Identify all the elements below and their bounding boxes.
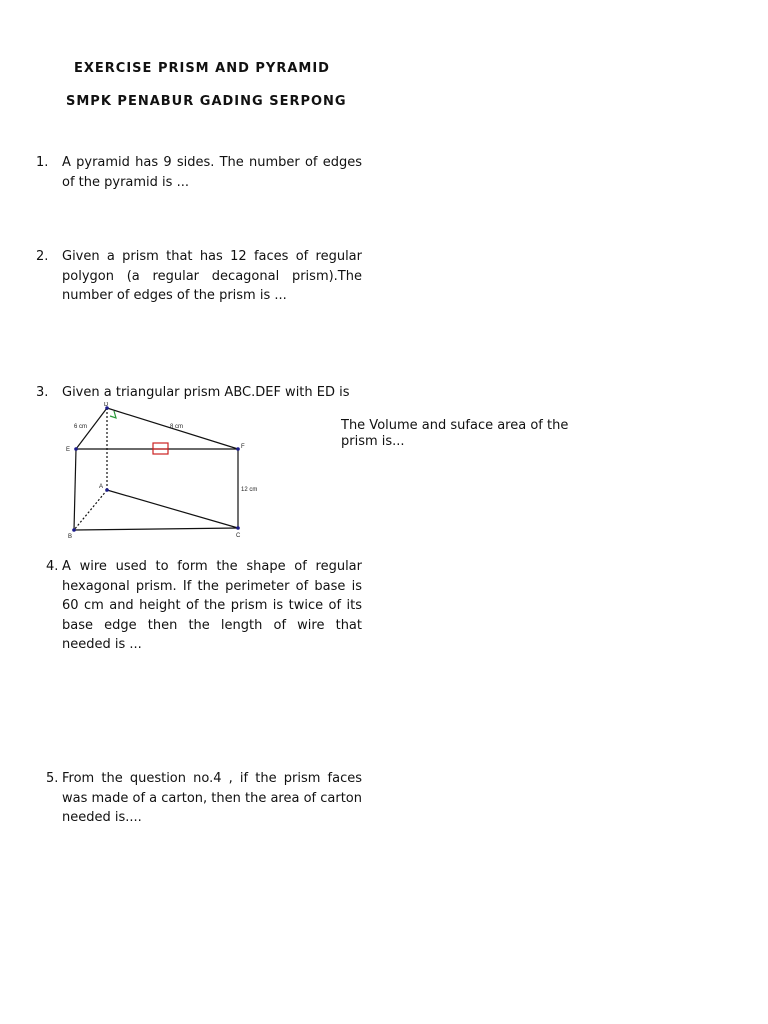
label-df-length: 8 cm (170, 424, 184, 430)
question-5 (46, 769, 362, 828)
vertex-a (105, 488, 109, 492)
worksheet-title: EXERCISE PRISM AND PYRAMID (74, 61, 330, 76)
question-3 (36, 383, 362, 403)
question-number: 5. (46, 771, 59, 786)
label-b: B (68, 534, 73, 540)
question-text: Given a triangular prism ABC.DEF with ED is (62, 385, 350, 400)
question-number: 1. (36, 155, 49, 170)
vertex-c (236, 526, 240, 530)
vertex-e (74, 447, 78, 451)
question-number: 3. (36, 385, 49, 400)
label-ed-length: 6 cm (74, 424, 88, 430)
question-2 (36, 247, 362, 306)
label-e: E (66, 447, 71, 453)
label-f: F (241, 444, 245, 450)
question-text: Given a prism that has 12 faces of regular polygon (a regular decagonal prism).The number of edges of the prism is ... (62, 249, 362, 303)
label-a: A (99, 484, 104, 490)
question-number: 2. (36, 249, 49, 264)
edge-eb (74, 449, 76, 530)
question-text: A wire used to form the shape of regular hexagonal prism. If the perimeter of base is 60 cm and height of the prism is twice of its base edge then the length of wire that needed is ... (62, 559, 362, 652)
vertex-f (236, 447, 240, 451)
label-c: C (236, 533, 241, 539)
edge-bc (74, 528, 238, 530)
edge-ac (107, 490, 238, 528)
vertex-b (72, 528, 76, 532)
edge-ab-hidden (74, 490, 107, 530)
question-number: 4. (46, 559, 59, 574)
question-text: From the question no.4 , if the prism faces was made of a carton, then the area of carton needed is.... (62, 771, 362, 825)
school-name: SMPK PENABUR GADING SERPONG (66, 94, 347, 109)
question-1 (36, 153, 362, 192)
question-4 (46, 557, 362, 655)
triangular-prism-figure (60, 402, 260, 542)
label-d: D (104, 402, 109, 408)
right-angle-marker (110, 411, 116, 418)
question-3-prompt: The Volume and suface area of the prism is... (341, 418, 569, 449)
label-height: 12 cm (241, 487, 258, 493)
question-text: A pyramid has 9 sides. The number of edges of the pyramid is ... (62, 155, 362, 190)
